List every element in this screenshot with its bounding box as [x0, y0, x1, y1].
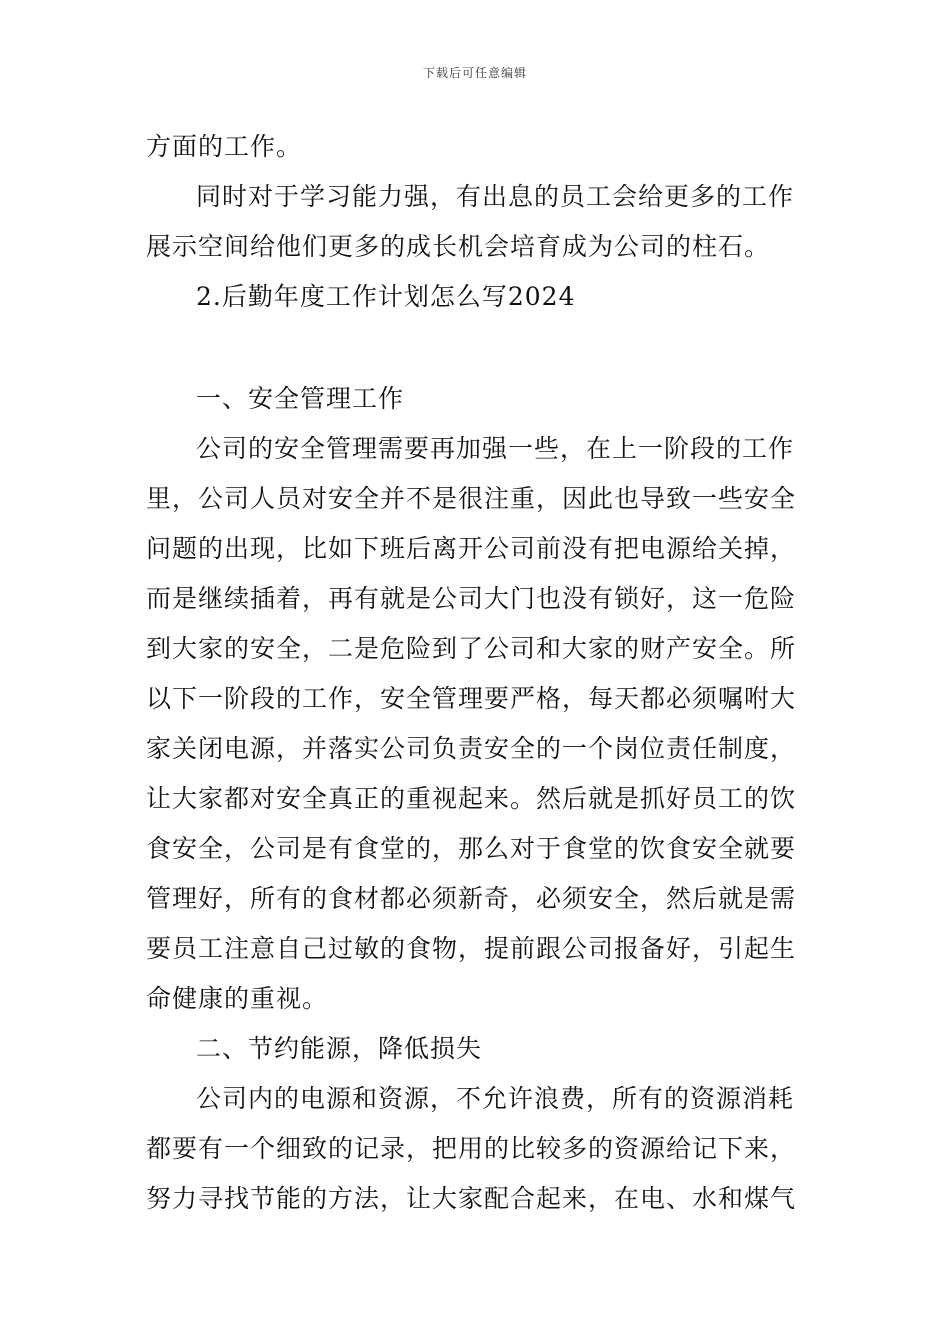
paragraph-line: 家关闭电源，并落实公司负责安全的一个岗位责任制度， — [146, 734, 797, 763]
paragraph-line: 以下一阶段的工作，安全管理要严格，每天都必须嘱咐大 — [146, 684, 797, 713]
paragraph-line: 而是继续插着，再有就是公司大门也没有锁好，这一危险 — [146, 584, 797, 613]
paragraph-line: 同时对于学习能力强，有出息的员工会给更多的工作 — [196, 182, 795, 211]
subsection-heading: 二、节约能源，降低损失 — [196, 1034, 483, 1063]
paragraph-line: 食安全，公司是有食堂的，那么对于食堂的饮食安全就要 — [146, 834, 797, 863]
paragraph-line: 到大家的安全，二是危险到了公司和大家的财产安全。所 — [146, 634, 797, 663]
paragraph-line: 展示空间给他们更多的成长机会培育成为公司的柱石。 — [146, 232, 771, 261]
paragraph-line: 要员工注意自己过敏的食物，提前跟公司报备好，引起生 — [146, 934, 797, 963]
paragraph-line: 都要有一个细致的记录，把用的比较多的资源给记下来， — [146, 1134, 797, 1163]
paragraph-line: 命健康的重视。 — [146, 984, 329, 1013]
paragraph-line: 方面的工作。 — [146, 132, 303, 161]
paragraph-line: 问题的出现，比如下班后离开公司前没有把电源给关掉， — [146, 534, 797, 563]
section-heading: 2.后勤年度工作计划怎么写2024 — [196, 282, 576, 311]
paragraph-line: 让大家都对安全真正的重视起来。然后就是抓好员工的饮 — [146, 784, 797, 813]
paragraph-line: 里，公司人员对安全并不是很注重，因此也导致一些安全 — [146, 484, 797, 513]
document-body — [146, 122, 806, 1224]
blank-line — [146, 322, 806, 374]
paragraph-line: 努力寻找节能的方法，让大家配合起来，在电、水和煤气 — [146, 1184, 797, 1213]
subsection-heading: 一、安全管理工作 — [196, 384, 405, 413]
paragraph-line: 公司的安全管理需要再加强一些，在上一阶段的工作 — [196, 434, 795, 463]
paragraph-line: 公司内的电源和资源，不允许浪费，所有的资源消耗 — [196, 1084, 795, 1113]
page-header-note: 下载后可任意编辑 — [422, 66, 527, 80]
paragraph-line: 管理好，所有的食材都必须新奇，必须安全，然后就是需 — [146, 884, 797, 913]
